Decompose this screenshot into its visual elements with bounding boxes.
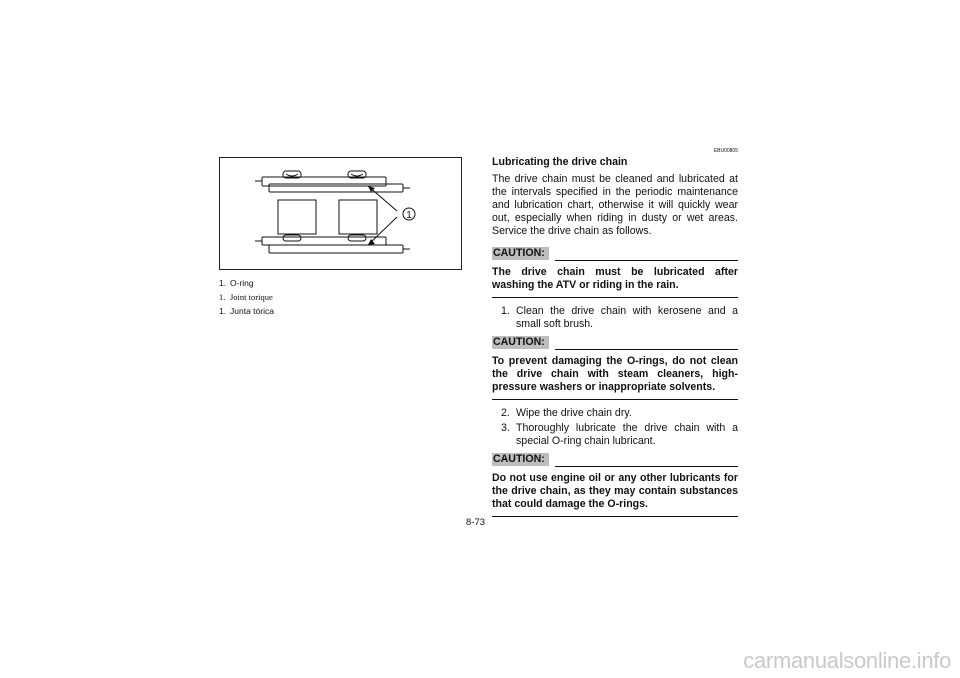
intro-paragraph: The drive chain must be cleaned and lubricated at the intervals specified in the periodic maintenance and lubrication chart, otherwise it will quickly wear out, especially when riding in dusty or wet areas. Service the drive chain as follows. — [492, 173, 738, 237]
watermark: carmanualsonline.info — [743, 648, 951, 673]
caution-rule — [555, 349, 738, 350]
caution-box-1 — [492, 247, 738, 298]
caution-rule — [555, 260, 738, 261]
section-title: Lubricating the drive chain — [492, 156, 628, 168]
step-item: 2. Wipe the drive chain dry. — [501, 407, 632, 419]
caption-french: 1. Joint torique — [219, 292, 273, 302]
caution-text: The drive chain must be lubricated after washing the ATV or riding in the rain. — [492, 266, 738, 298]
callout-number: 1 — [406, 210, 412, 221]
section-code: EBU00805 — [713, 148, 738, 154]
caption-english: 1. O-ring — [219, 278, 254, 288]
steps-group-1 — [492, 305, 738, 331]
caution-label: CAUTION: — [492, 247, 549, 260]
drive-chain-illustration — [220, 158, 461, 269]
caution-box-3 — [492, 453, 738, 517]
chain-figure — [219, 157, 462, 270]
instructions-column — [492, 148, 738, 517]
page-number: 8-73 — [466, 517, 486, 528]
step-item: 1. Clean the drive chain with kerosene and a small soft brush. — [501, 305, 738, 330]
caution-text: To prevent damaging the O-rings, do not clean the drive chain with steam cleaners, high-pressure washers or inappropriate solvents. — [492, 355, 738, 400]
steps-group-2 — [492, 407, 738, 448]
caution-label: CAUTION: — [492, 453, 549, 466]
caution-text: Do not use engine oil or any other lubricants for the drive chain, as they may contain substances that could damage the O-rings. — [492, 472, 738, 517]
caution-label: CAUTION: — [492, 336, 549, 349]
caution-box-2 — [492, 336, 738, 400]
figure-captions — [219, 276, 462, 318]
step-item: 3. Thoroughly lubricate the drive chain with a special O-ring chain lubricant. — [501, 422, 738, 447]
caution-rule — [555, 466, 738, 467]
caption-spanish: 1. Junta tórica — [219, 306, 274, 316]
